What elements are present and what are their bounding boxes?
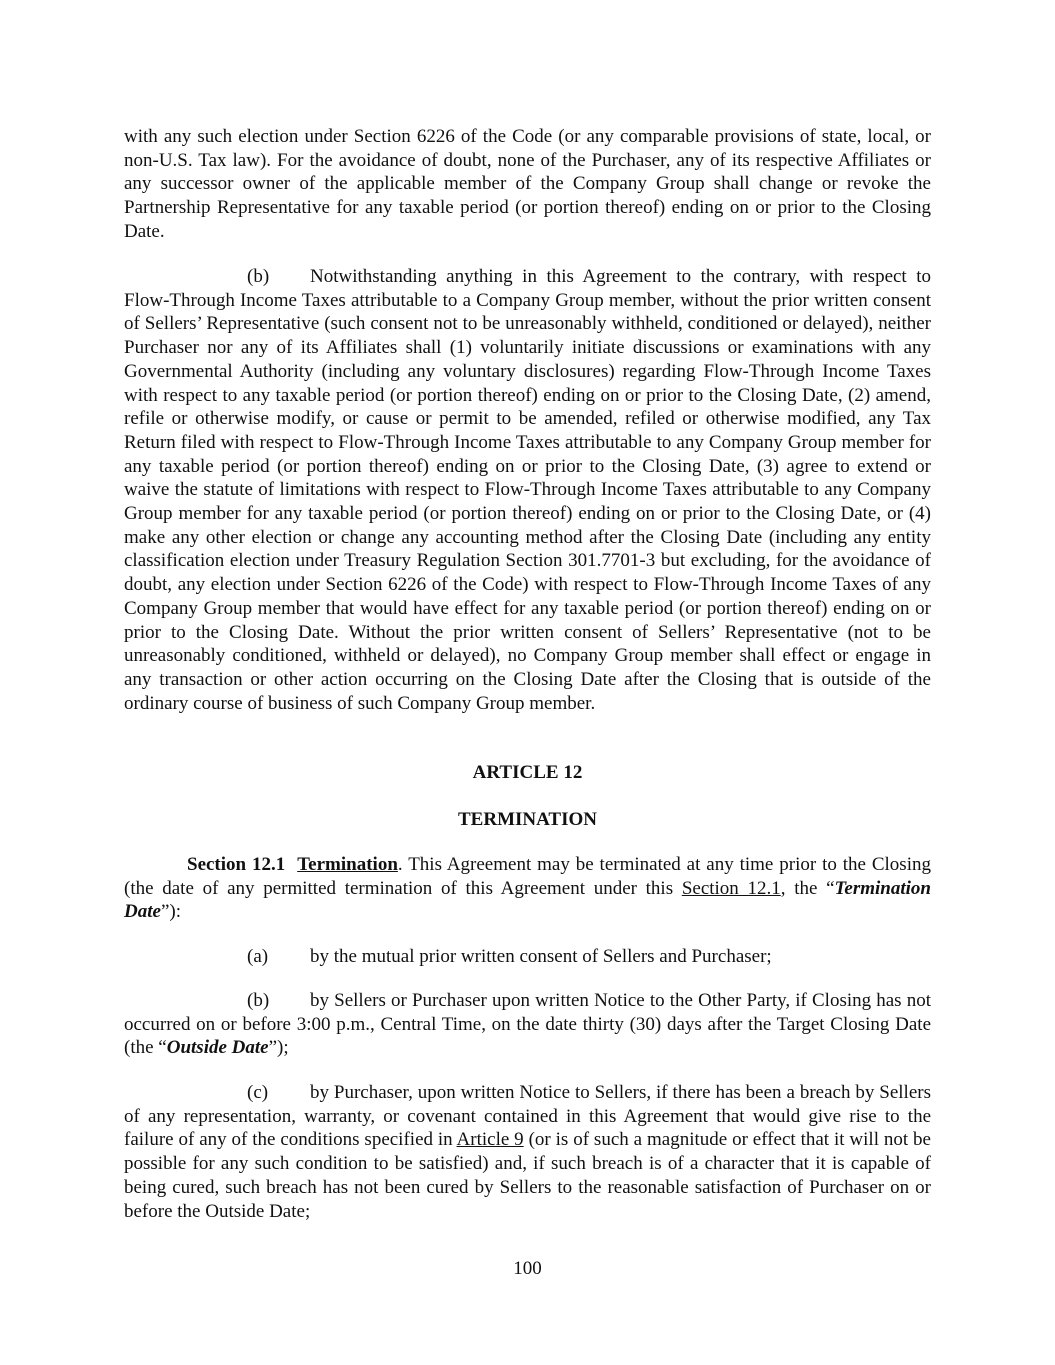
article-title: TERMINATION <box>458 809 597 830</box>
section-title: Termination <box>297 854 398 875</box>
defined-term: Outside Date <box>166 1037 269 1059</box>
item-a <box>247 945 772 969</box>
article-number: ARTICLE 12 <box>472 762 583 783</box>
paragraph-text: Notwithstanding anything in this Agreement to the contrary, with respect to Flow-Through Income Taxes attributable to a Company Group member, without the prior written consent of Sellers’ Representative (such consent not to be unreasonably withheld, conditioned or delayed), neither Purchaser nor any of its Affiliates shall (1) voluntarily initiate discussions or examinations with any Governmental Authority (including any voluntary disclosures) regarding Flow-Through Income Taxes with respect to any taxable period (or portion thereof) ending on or prior to the Closing Date, (2) amend, refile or otherwise modify, or cause or permit to be amended, refiled or otherwise modified, any Tax Return filed with respect to Flow-Through Income Taxes attributable to any Company Group member for any taxable period (or portion thereof) ending on or prior to the Closing Date, (3) agree to extend or waive the statute of limitations with respect to Flow-Through Income Taxes attributable to any Company Group member for any taxable period (or portion thereof) ending on or prior to the Closing Date, or (4) make any other election or change any accounting method after the Closing Date (including any entity classification election under Treasury Regulation Section 301.7701-3 but excluding, for the avoidance of doubt, any election under Section 6226 of the Code) with respect to Flow-Through Income Taxes of any Company Group member that would have effect for any taxable period (or portion thereof) ending on or prior to the Closing Date. Without the prior written consent of Sellers’ Representative (not to be unreasonably conditioned, withheld or delayed), no Company Group member shall effect or engage in any transaction or other action occurring on the Closing Date after the Closing that is outside of the ordinary course of business of such Company Group member. <box>124 266 931 714</box>
item-c <box>124 1081 931 1223</box>
section-text: ”): <box>160 901 181 923</box>
page-number: 100 <box>513 1258 542 1279</box>
paragraph-b-tax <box>124 265 931 715</box>
item-label: (a) <box>247 946 269 967</box>
section-text: , the “ <box>780 877 835 899</box>
section-reference-link[interactable]: Section 12.1 <box>681 877 781 899</box>
item-text: (or is of such a magnitude or effect that it will not be possible for any such condition to be satisfied) and, if such breach is of a character that it is capable of being cured, such breach has not been cured by Sellers to the reasonable satisfaction of Purchaser on or before the Outside Date; <box>124 1129 931 1222</box>
item-label: (b) <box>247 990 270 1011</box>
item-text: ”); <box>268 1037 289 1059</box>
item-label: (c) <box>247 1082 269 1103</box>
item-text: by the mutual prior written consent of Sellers and Purchaser; <box>310 946 772 967</box>
section-text: . This Agreement may be terminated at any time prior to the Closing (the date of any permitted termination of this Agreement under this <box>124 854 931 899</box>
item-text: by Purchaser, upon written Notice to Sellers, if there has been a breach by Sellers of any representation, warranty, or covenant contained in this Agreement that would give rise to the failure of any of the conditions specified in <box>124 1082 931 1151</box>
item-text: by Sellers or Purchaser upon written Notice to the Other Party, if Closing has not occurred on or before 3:00 p.m., Central Time, on the date thirty (30) days after the Target Closing Date (the “ <box>124 990 931 1059</box>
paragraph-text: with any such election under Section 6226 of the Code (or any comparable provisions of state, local, or non-U.S. Tax law). For the avoidance of doubt, none of the Purchaser, any of its respective Affiliates or any successor owner of the applicable member of the Company Group shall change or revoke the Partnership Representative for any taxable period (or portion thereof) ending on or prior to the Closing Date. <box>124 126 931 242</box>
section-12-1 <box>124 853 931 924</box>
paragraph-continuation <box>124 125 931 244</box>
item-b <box>124 989 931 1060</box>
section-number: Section 12.1 <box>187 854 286 875</box>
item-label: (b) <box>247 266 270 287</box>
defined-term: Termination Date <box>124 877 931 923</box>
article-reference-link[interactable]: Article 9 <box>456 1129 524 1151</box>
